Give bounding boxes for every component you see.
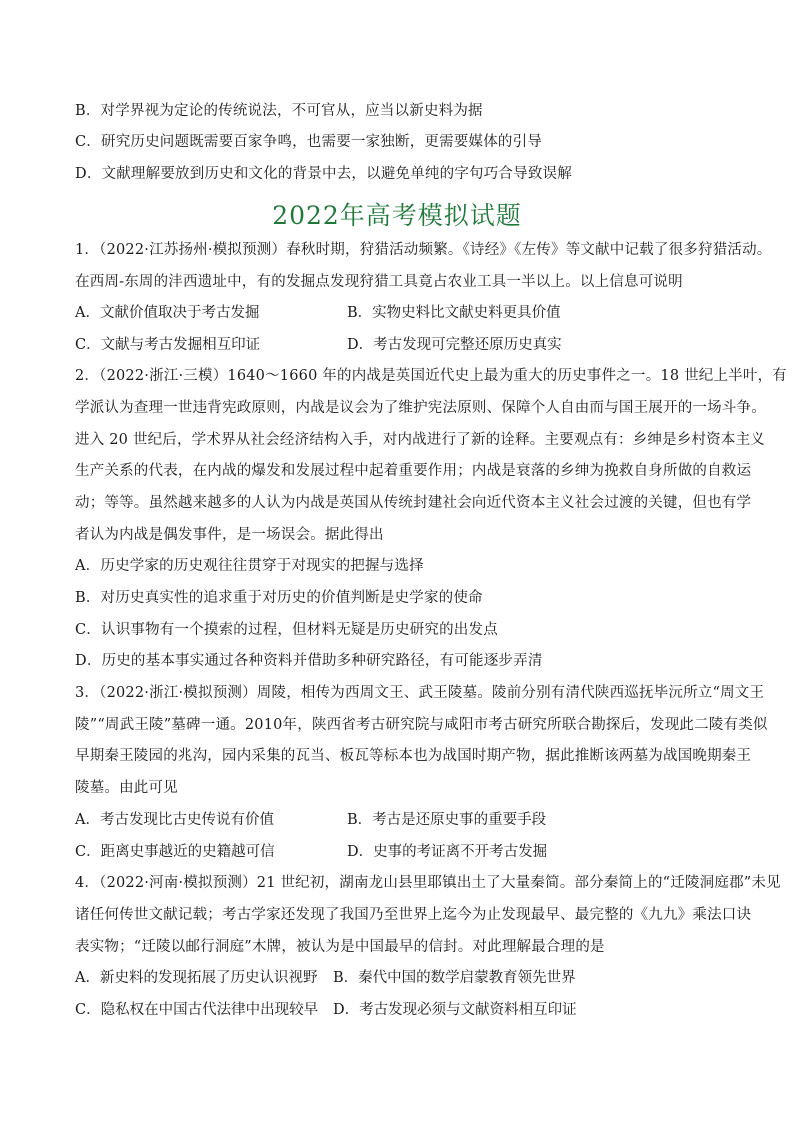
q3-stem-line: 陵墓。由此可见 <box>75 780 178 796</box>
q4-option-b: B．秦代中国的数学启蒙教育领先世界 <box>333 970 576 986</box>
q4-option-c: C．隐私权在中国古代法律中出现较早 <box>75 1002 319 1018</box>
q4-option-d: D．考古发现必须与文献资料相互印证 <box>333 1002 577 1018</box>
q3-option-c: C．距离史事越近的史籍越可信 <box>75 844 275 860</box>
q3-stem-line: 3．（2022·浙江·模拟预测）周陵，相传为西周文王、武王陵墓。陵前分别有清代陕西巡抚毕沅所立“周文王 <box>75 685 765 701</box>
q2-stem-line: 者认为内战是偶发事件，是一场误会。据此得出 <box>75 527 384 543</box>
q2-stem-line: 学派认为查理一世违背宪政原则，内战是议会为了维护宪法原则、保障个人自由而与国王展开的一场斗争。 <box>75 400 766 416</box>
prev-option-c: C．研究历史问题既需要百家争鸣，也需要一家独断，更需要媒体的引导 <box>75 134 542 150</box>
q3-option-a: A．考古发现比古史传说有价值 <box>75 812 274 828</box>
q2-option-c: C．认识事物有一个摸索的过程，但材料无疑是历史研究的出发点 <box>75 622 498 638</box>
q2-stem-line: 进入 20 世纪后，学术界从社会经济结构入手，对内战进行了新的诠释。主要观点有：乡绅是乡村资本主义 <box>75 432 765 448</box>
q2-stem-line: 生产关系的代表，在内战的爆发和发展过程中起着重要作用；内战是衰落的乡绅为挽救自身所做的自救运 <box>75 463 752 479</box>
prev-option-b: B．对学界视为定论的传统说法，不可官从，应当以新史料为据 <box>75 103 483 119</box>
q2-option-b: B．对历史真实性的追求重于对历史的价值判断是史学家的使命 <box>75 590 483 606</box>
q3-stem-line: 陵”“周武王陵”墓碑一通。2010年，陕西省考古研究院与咸阳市考古研究所联合勘探后，发现此二陵有类似 <box>75 717 768 733</box>
q1-option-a: A．文献价值取决于考古发掘 <box>75 305 260 321</box>
q1-option-b: B．实物史料比文献史料更具价值 <box>347 305 561 321</box>
q1-stem-line: 在西周-东周的沣西遗址中，有的发掘点发现狩猎工具竟占农业工具一半以上。以上信息可说明 <box>75 274 683 290</box>
q3-stem-line: 早期秦王陵园的兆沟，园内采集的瓦当、板瓦等标本也为战国时期产物，据此推断该两墓为战国晚期秦王 <box>75 748 752 764</box>
q4-stem-line: 4．（2022·河南·模拟预测）21 世纪初，湖南龙山县里耶镇出土了大量秦简。部分秦简上的“迁陵洞庭郡”未见 <box>75 875 781 891</box>
section-title: 2022年高考模拟试题 <box>272 201 522 230</box>
prev-option-d: D．文献理解要放到历史和文化的背景中去，以避免单纯的字句巧合导致误解 <box>75 166 572 182</box>
q4-stem-line: 表实物；“迁陵以邮行洞庭”木牌，被认为是中国最早的信封。对此理解最合理的是 <box>75 939 605 955</box>
q2-stem-line: 2．（2022·浙江·三模）1640～1660 年的内战是英国近代史上最为重大的历史事件之一。18 世纪上半叶，有 <box>75 368 787 384</box>
q3-option-b: B．考古是还原史事的重要手段 <box>347 812 547 828</box>
q2-stem-line: 动；等等。虽然越来越多的人认为内战是英国从传统封建社会向近代资本主义社会过渡的关键，但也有学 <box>75 495 752 511</box>
q4-option-a: A．新史料的发现拓展了历史认识视野 <box>75 970 318 986</box>
q4-stem-line: 诸任何传世文献记载；考古学家还发现了我国乃至世界上迄今为止发现最早、最完整的《九九》乘法口诀 <box>75 907 752 923</box>
q1-option-d: D．考古发现可完整还原历史真实 <box>347 337 562 353</box>
q2-option-a: A．历史学家的历史观往往贯穿于对现实的把握与选择 <box>75 558 424 574</box>
q1-stem-line: 1．（2022·江苏扬州·模拟预测）春秋时期，狩猎活动频繁。《诗经》《左传》等文献中记载了很多狩猎活动。 <box>75 242 772 258</box>
q2-option-d: D．历史的基本事实通过各种资料并借助多种研究路径，有可能逐步弄清 <box>75 653 543 669</box>
q3-option-d: D．史事的考证离不开考古发掘 <box>347 844 548 860</box>
q1-option-c: C．文献与考古发掘相互印证 <box>75 337 261 353</box>
